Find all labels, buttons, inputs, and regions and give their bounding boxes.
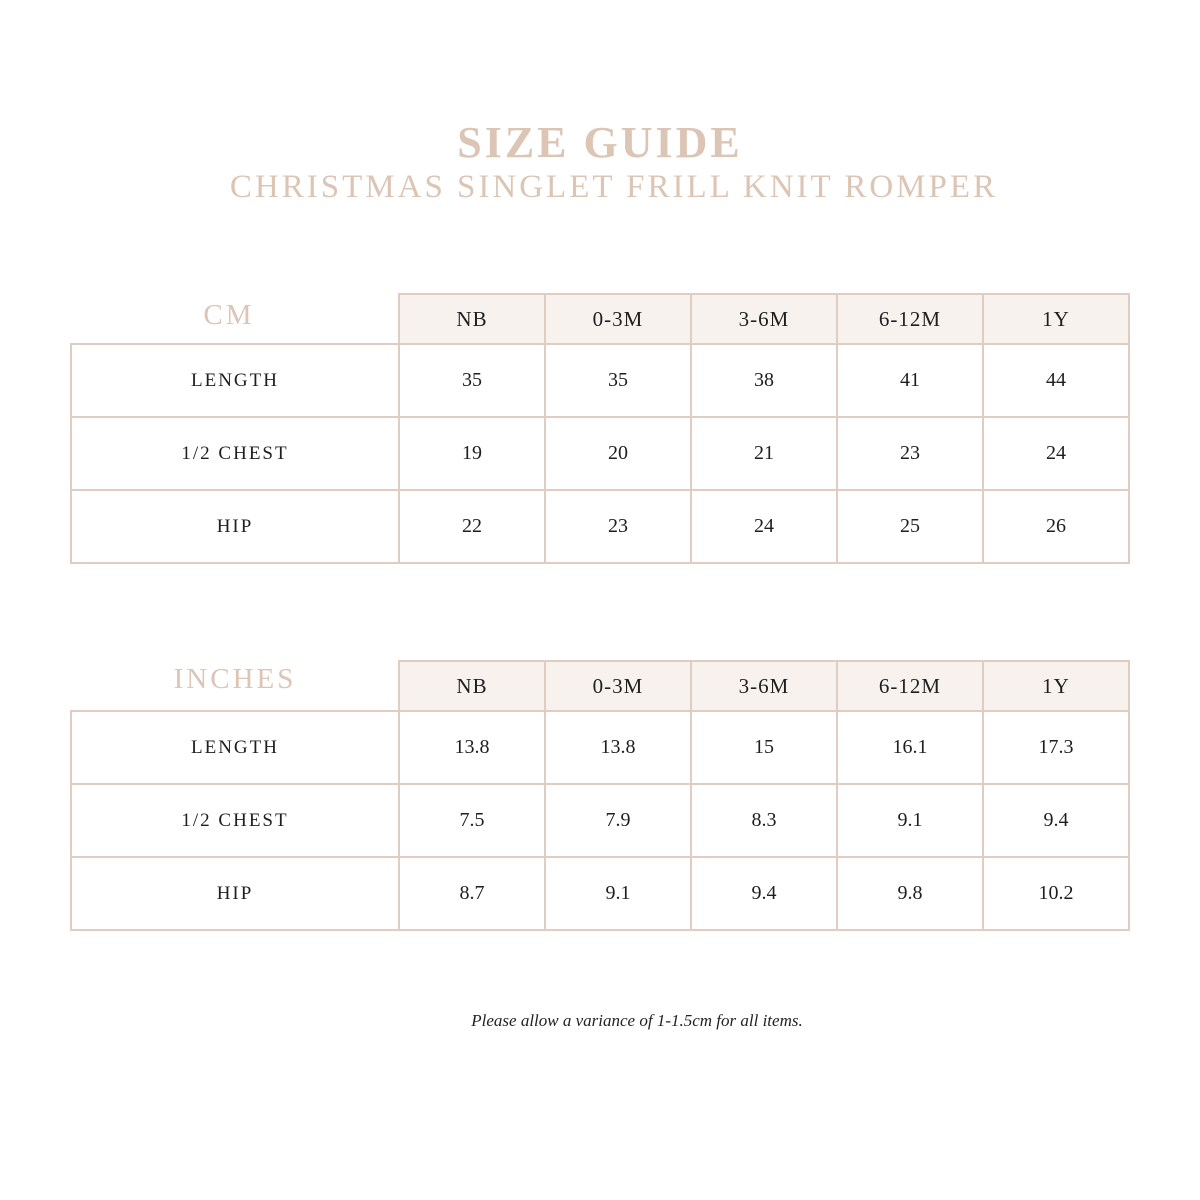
cm-measurement-cell: 41 (836, 343, 984, 418)
inches-size-header: 1Y (982, 660, 1130, 712)
inches-measurement-cell: 10.2 (982, 856, 1130, 931)
inches-measurement-cell: 13.8 (398, 710, 546, 785)
cm-measurement-cell: 26 (982, 489, 1130, 564)
page-title: SIZE GUIDE (457, 118, 743, 167)
cm-unit-label: CM (203, 299, 255, 331)
inches-unit-label: INCHES (173, 663, 297, 695)
product-name: CHRISTMAS SINGLET FRILL KNIT ROMPER (229, 169, 999, 205)
cm-measurement-cell: 35 (544, 343, 692, 418)
cm-measurement-cell: 44 (982, 343, 1130, 418)
inches-measurement-cell: 9.1 (836, 783, 984, 858)
cm-size-header: 0-3M (544, 293, 692, 345)
cm-row-label: LENGTH (70, 343, 400, 418)
inches-size-header: 0-3M (544, 660, 692, 712)
inches-size-header: 6-12M (836, 660, 984, 712)
cm-measurement-cell: 20 (544, 416, 692, 491)
inches-measurement-cell: 8.7 (398, 856, 546, 931)
inches-measurement-cell: 17.3 (982, 710, 1130, 785)
cm-measurement-cell: 35 (398, 343, 546, 418)
inches-measurement-cell: 7.5 (398, 783, 546, 858)
cm-row-label: 1/2 CHEST (70, 416, 400, 491)
cm-measurement-cell: 22 (398, 489, 546, 564)
cm-size-header: 1Y (982, 293, 1130, 345)
cm-size-header: 3-6M (690, 293, 838, 345)
inches-row-label: 1/2 CHEST (70, 783, 400, 858)
cm-measurement-cell: 24 (690, 489, 838, 564)
cm-size-header: NB (398, 293, 546, 345)
cm-measurement-cell: 25 (836, 489, 984, 564)
cm-measurement-cell: 21 (690, 416, 838, 491)
cm-measurement-cell: 23 (544, 489, 692, 564)
inches-measurement-cell: 7.9 (544, 783, 692, 858)
inches-size-header: 3-6M (690, 660, 838, 712)
cm-measurement-cell: 24 (982, 416, 1130, 491)
inches-measurement-cell: 9.8 (836, 856, 984, 931)
inches-measurement-cell: 16.1 (836, 710, 984, 785)
cm-row-label: HIP (70, 489, 400, 564)
inches-measurement-cell: 13.8 (544, 710, 692, 785)
cm-measurement-cell: 19 (398, 416, 546, 491)
cm-measurement-cell: 23 (836, 416, 984, 491)
inches-measurement-cell: 9.4 (982, 783, 1130, 858)
inches-measurement-cell: 9.4 (690, 856, 838, 931)
inches-row-label: LENGTH (70, 710, 400, 785)
cm-size-header: 6-12M (836, 293, 984, 345)
cm-measurement-cell: 38 (690, 343, 838, 418)
inches-measurement-cell: 8.3 (690, 783, 838, 858)
inches-measurement-cell: 9.1 (544, 856, 692, 931)
inches-size-header: NB (398, 660, 546, 712)
inches-row-label: HIP (70, 856, 400, 931)
variance-note: Please allow a variance of 1-1.5cm for all items. (471, 1011, 803, 1030)
inches-measurement-cell: 15 (690, 710, 838, 785)
